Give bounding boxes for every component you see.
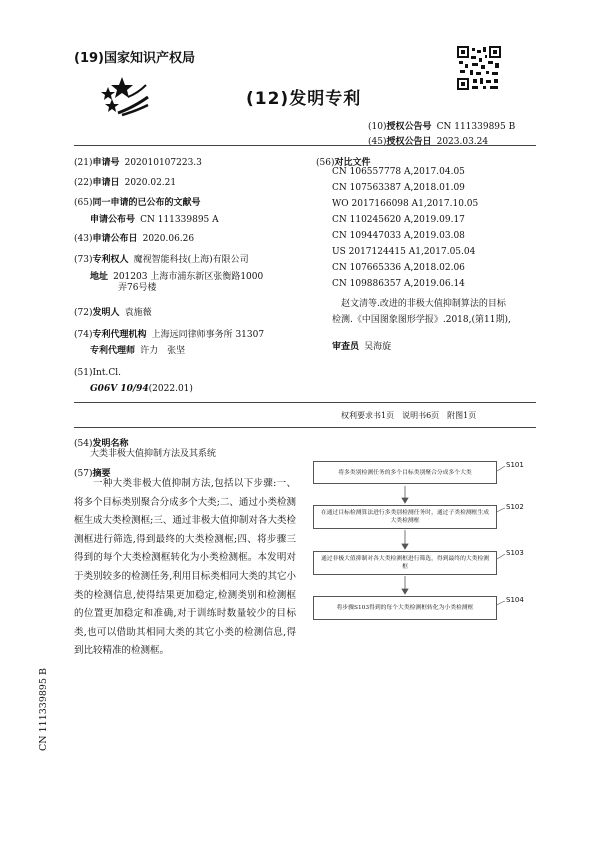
ipc-class-row xyxy=(90,376,193,395)
app-pub-date-row xyxy=(74,226,194,245)
address-row xyxy=(90,264,263,283)
owner-code: (73) xyxy=(74,255,93,265)
app-date-label: 申请日 xyxy=(92,178,120,188)
header-rule xyxy=(74,145,536,146)
agent-label: 专利代理师 xyxy=(90,346,136,356)
app-date-value: 2020.02.21 xyxy=(124,178,177,188)
flow-step-box: 在通过目标检测算法进行多类别检测任务时，通过子类检测框生成大类检测框 xyxy=(313,505,497,529)
abstract-text: 一种大类非极大值抑制方法,包括以下步骤:一、将多个目标类别聚合分成多个大类;二、通过小类检测框生成大类检测框;三、通过非极大值抑制对各大类检测框进行筛选,得到最终的大类检测框;四、将步骤三得到的每个大类检测框转化为小类检测框。本发明对于类别较多的检测任务,利用目标类相同大类的其它小类的检测信息,使得结果更加稳定,检测类别和检测框的位置更加稳定和准确,对于训练时数量较少的目标类,也可以借助其相同大类的其它小类的检测信息,得到比较精准的检测框。 xyxy=(74,478,296,657)
inventor-value: 袁施薇 xyxy=(124,308,152,318)
citation-item: CN 106557778 A,2017.04.05 xyxy=(332,167,465,177)
agency-code: (74) xyxy=(74,330,93,340)
examiner-row xyxy=(332,334,391,353)
agent-row xyxy=(90,338,185,357)
app-no-label: 申请号 xyxy=(92,158,120,168)
nonpatent-citation-line2: 检测.《中国图象图形学报》.2018,(第11期), xyxy=(332,315,511,325)
agent-value: 许力 张坚 xyxy=(140,346,186,356)
pub-no-code: (10) xyxy=(368,122,387,132)
document-type xyxy=(246,84,361,109)
pages-rule xyxy=(74,427,536,428)
inventor-code: (72) xyxy=(74,308,93,318)
citation-item: CN 109447033 A,2019.03.08 xyxy=(332,231,465,241)
doc-type-code: (12) xyxy=(246,89,290,109)
pub-no-label: 授权公告号 xyxy=(386,122,432,132)
flow-step-box: 将多类别检测任务的多个目标类别聚合分成多个大类 xyxy=(313,461,497,484)
pub-no-value: CN 111339895 B xyxy=(436,122,516,132)
flow-step-label: S103 xyxy=(506,549,524,557)
agency-value: 上海远同律师事务所 31307 xyxy=(151,330,265,340)
citations-code: (56) xyxy=(316,158,335,168)
same-app-label: 同一申请的已公布的文献号 xyxy=(92,198,201,208)
page-counts: 权利要求书1页 说明书6页 附图1页 xyxy=(341,411,477,420)
abstract-code: (57) xyxy=(74,469,93,479)
examiner-label: 审查员 xyxy=(332,342,360,352)
office-name: 国家知识产权局 xyxy=(103,51,195,66)
flow-step-label: S102 xyxy=(506,503,524,511)
citation-item: CN 109886357 A,2019.06.14 xyxy=(332,279,465,289)
citation-item: CN 110245620 A,2019.09.17 xyxy=(332,215,465,225)
office-code: (19) xyxy=(74,51,104,66)
pub-date-label: 授权公告日 xyxy=(386,137,432,147)
ipc-class-value: G06V 10/94 xyxy=(90,384,149,394)
ipc-code: (51) xyxy=(74,368,93,378)
citation-item: US 2017124415 A1,2017.05.04 xyxy=(332,247,476,257)
app-date-code: (22) xyxy=(74,178,93,188)
app-pub-date-label: 申请公布日 xyxy=(92,234,138,244)
app-pub-date-code: (43) xyxy=(74,234,93,244)
address-line1: 201203 上海市浦东新区张衡路1000 xyxy=(113,272,264,282)
flow-step-label: S101 xyxy=(506,461,524,469)
owner-value: 魔视智能科技(上海)有限公司 xyxy=(133,255,249,265)
flow-label-leaders xyxy=(497,466,505,605)
side-publication-number: CN 111339895 B xyxy=(38,668,49,751)
ipc-label: Int.Cl. xyxy=(92,368,121,378)
agency-label: 专利代理机构 xyxy=(92,330,147,340)
invention-title: 大类非极大值抑制方法及其系统 xyxy=(90,449,217,459)
app-number-row xyxy=(74,150,202,169)
citation-item: CN 107665336 A,2018.02.06 xyxy=(332,263,465,273)
flow-step-label: S104 xyxy=(506,596,524,604)
app-pub-no-row xyxy=(90,207,219,226)
flow-arrows xyxy=(402,486,408,594)
flow-step-box: 通过非极大值抑制对各大类检测框进行筛选，得到最终的大类检测框 xyxy=(313,551,497,575)
ipc-version: (2022.01) xyxy=(148,384,193,394)
citations-label: 对比文件 xyxy=(334,158,371,168)
inventor-row xyxy=(74,300,152,319)
app-date-row xyxy=(74,170,176,189)
pub-date-value: 2023.03.24 xyxy=(436,137,489,147)
biblio-rule xyxy=(74,402,536,403)
doc-type-name: 发明专利 xyxy=(289,89,362,109)
citation-item: CN 107563387 A,2018.01.09 xyxy=(332,183,465,193)
qr-code-icon xyxy=(457,46,501,90)
cnipa-emblem-icon xyxy=(101,77,148,115)
title-label: 发明名称 xyxy=(92,439,129,449)
app-no-code: (21) xyxy=(74,158,93,168)
app-pub-no-value: CN 111339895 A xyxy=(140,215,219,225)
app-no-value: 202010107223.3 xyxy=(124,158,202,168)
title-code: (54) xyxy=(74,439,93,449)
address-line2: 弄76号楼 xyxy=(118,283,157,293)
examiner-value: 吴海旋 xyxy=(364,342,392,352)
flow-step-box: 将步骤S103得到的每个大类检测框转化为小类检测框 xyxy=(313,596,497,620)
inventor-label: 发明人 xyxy=(92,308,120,318)
citation-item: WO 2017166098 A1,2017.10.05 xyxy=(332,199,479,209)
app-pub-date-value: 2020.06.26 xyxy=(142,234,195,244)
app-pub-no-label: 申请公布号 xyxy=(90,215,136,225)
abstract-label: 摘要 xyxy=(92,469,111,479)
nonpatent-citation-line1: 赵文清等.改进的非极大值抑制算法的目标 xyxy=(341,299,506,309)
same-app-code: (65) xyxy=(74,198,93,208)
owner-label: 专利权人 xyxy=(92,255,129,265)
address-label: 地址 xyxy=(90,272,109,282)
pub-date-code: (45) xyxy=(368,137,387,147)
